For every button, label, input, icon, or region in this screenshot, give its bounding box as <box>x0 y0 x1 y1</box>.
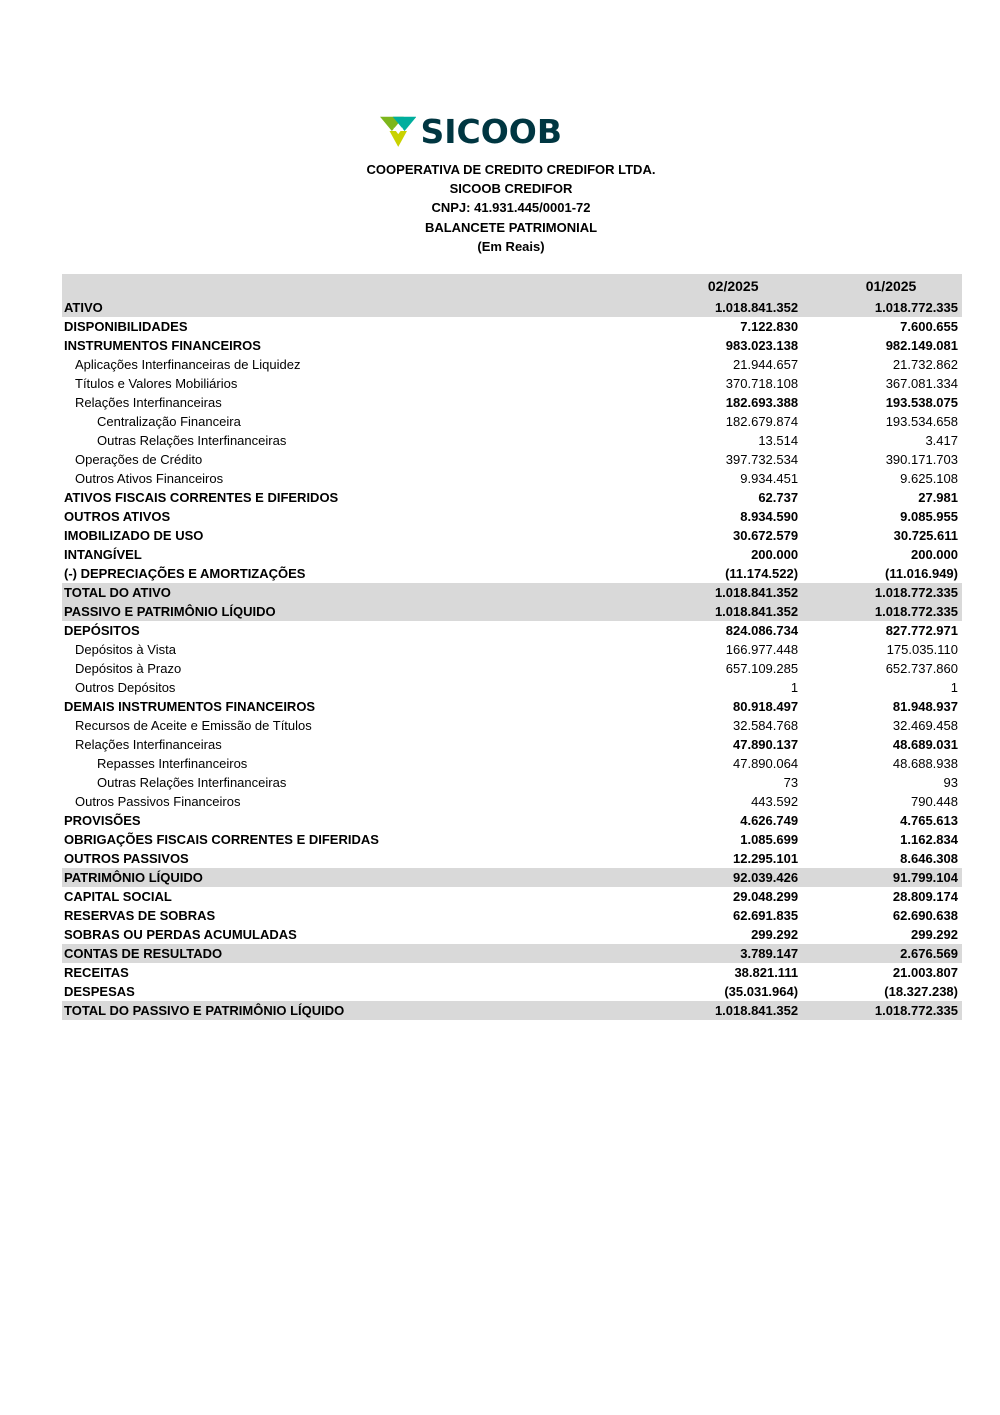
sicoob-triangle-icon <box>380 111 416 151</box>
balance-sheet-table <box>62 274 962 1020</box>
row-label: OUTROS ATIVOS <box>64 509 171 524</box>
row-label: TOTAL DO ATIVO <box>62 583 616 602</box>
table-row <box>62 450 962 469</box>
row-value-period-1: 1 <box>790 680 799 695</box>
row-value-period-2: 367.081.334 <box>885 376 958 391</box>
row-value-period-1: 397.732.534 <box>725 452 799 467</box>
row-label: PATRIMÔNIO LÍQUIDO <box>62 868 616 887</box>
logo-text: SICOOB <box>420 111 562 151</box>
row-value-period-2: 9.085.955 <box>900 509 958 524</box>
row-label: SOBRAS OU PERDAS ACUMULADAS <box>64 927 297 942</box>
sicoob-logo <box>380 110 562 152</box>
row-label: INTANGÍVEL <box>64 547 142 562</box>
table-row <box>62 830 962 849</box>
row-value-period-1: 47.890.137 <box>733 737 799 752</box>
row-value-period-1: 983.023.138 <box>725 338 799 353</box>
column-header-label <box>62 274 616 298</box>
row-label: CONTAS DE RESULTADO <box>62 944 616 963</box>
row-label: OUTROS PASSIVOS <box>64 851 189 866</box>
row-value-period-1: 1.018.841.352 <box>616 1001 800 1020</box>
row-value-period-1: 1.018.841.352 <box>616 298 800 317</box>
row-value-period-1: 30.672.579 <box>733 528 799 543</box>
row-label: DESPESAS <box>64 984 135 999</box>
brand-name: SICOOB CREDIFOR <box>449 181 573 197</box>
row-label: DEPÓSITOS <box>64 623 140 638</box>
row-value-period-1: 657.109.285 <box>725 661 799 676</box>
unit-note: (Em Reais) <box>477 238 545 254</box>
table-row <box>62 564 962 583</box>
row-value-period-2: 32.469.458 <box>892 718 958 733</box>
row-value-period-1: 1.018.841.352 <box>616 583 800 602</box>
row-value-period-1: 92.039.426 <box>616 868 800 887</box>
row-value-period-1: (11.174.522) <box>725 566 799 581</box>
row-value-period-1: 7.122.830 <box>740 319 799 334</box>
table-row <box>62 792 962 811</box>
row-value-period-2: 1.018.772.335 <box>800 1001 962 1020</box>
row-value-period-2: 790.448 <box>911 794 958 809</box>
row-value-period-1: 9.934.451 <box>740 471 799 486</box>
row-value-period-1: 299.292 <box>751 927 799 942</box>
row-value-period-1: 47.890.064 <box>733 756 799 771</box>
row-value-period-1: 200.000 <box>751 547 799 562</box>
row-label: Depósitos à Vista <box>75 642 176 657</box>
table-row <box>62 526 962 545</box>
row-value-period-2: 1 <box>950 680 958 695</box>
row-value-period-1: 1.018.841.352 <box>616 602 800 621</box>
table-row <box>62 317 962 336</box>
row-label: Relações Interfinanceiras <box>75 737 222 752</box>
row-value-period-2: 390.171.703 <box>885 452 958 467</box>
row-value-period-2: (11.016.949) <box>884 566 958 581</box>
row-value-period-2: 62.690.638 <box>892 908 958 923</box>
row-value-period-1: 824.086.734 <box>725 623 799 638</box>
row-label: Operações de Crédito <box>75 452 203 467</box>
row-value-period-1: 62.691.835 <box>733 908 799 923</box>
table-row <box>62 469 962 488</box>
table-row <box>62 393 962 412</box>
row-value-period-1: 80.918.497 <box>733 699 799 714</box>
row-label: RECEITAS <box>64 965 129 980</box>
table-row <box>62 982 962 1001</box>
row-label: Repasses Interfinanceiros <box>97 756 248 771</box>
row-label: Recursos de Aceite e Emissão de Títulos <box>75 718 312 733</box>
row-value-period-2: 9.625.108 <box>900 471 958 486</box>
row-label: Relações Interfinanceiras <box>75 395 222 410</box>
row-value-period-1: 21.944.657 <box>733 357 799 372</box>
row-value-period-2: 299.292 <box>911 927 958 942</box>
row-label: IMOBILIZADO DE USO <box>64 528 204 543</box>
row-value-period-1: 370.718.108 <box>725 376 799 391</box>
row-value-period-2: 652.737.860 <box>885 661 958 676</box>
table-row <box>62 583 962 602</box>
row-value-period-2: 1.018.772.335 <box>800 583 962 602</box>
row-label: PROVISÕES <box>64 813 141 828</box>
table-row <box>62 716 962 735</box>
row-label: INSTRUMENTOS FINANCEIROS <box>64 338 261 353</box>
report-heading <box>0 160 1000 256</box>
row-label: Títulos e Valores Mobiliários <box>75 376 238 391</box>
row-label: DEMAIS INSTRUMENTOS FINANCEIROS <box>64 699 316 714</box>
row-value-period-1: 13.514 <box>758 433 799 448</box>
table-row <box>62 849 962 868</box>
table-row <box>62 887 962 906</box>
row-value-period-2: 81.948.937 <box>892 699 958 714</box>
table-row <box>62 963 962 982</box>
company-name: COOPERATIVA DE CREDITO CREDIFOR LTDA. <box>366 162 656 177</box>
row-label: Centralização Financeira <box>97 414 241 429</box>
row-label: Outros Ativos Financeiros <box>75 471 224 486</box>
row-value-period-2: 1.018.772.335 <box>800 298 962 317</box>
row-label: TOTAL DO PASSIVO E PATRIMÔNIO LÍQUIDO <box>62 1001 616 1020</box>
table-row <box>62 735 962 754</box>
cnpj: CNPJ: 41.931.445/0001-72 <box>431 200 591 216</box>
row-value-period-2: 4.765.613 <box>900 813 958 828</box>
row-value-period-1: 3.789.147 <box>616 944 800 963</box>
table-row <box>62 1001 962 1020</box>
row-label: Aplicações Interfinanceiras de Liquidez <box>75 357 301 372</box>
row-label: DISPONIBILIDADES <box>64 319 188 334</box>
row-label: ATIVOS FISCAIS CORRENTES E DIFERIDOS <box>64 490 339 505</box>
table-row <box>62 944 962 963</box>
row-value-period-1: 38.821.111 <box>734 965 799 980</box>
row-value-period-1: 73 <box>783 775 799 790</box>
row-value-period-2: 27.981 <box>918 490 958 505</box>
row-value-period-2: 48.689.031 <box>892 737 958 752</box>
table-row <box>62 412 962 431</box>
row-value-period-2: 982.149.081 <box>885 338 958 353</box>
row-value-period-2: 1.162.834 <box>900 832 958 847</box>
row-value-period-2: 1.018.772.335 <box>800 602 962 621</box>
table-row <box>62 640 962 659</box>
row-value-period-2: 30.725.611 <box>893 528 958 543</box>
row-value-period-1: 32.584.768 <box>733 718 799 733</box>
row-label: Outras Relações Interfinanceiras <box>97 775 287 790</box>
column-header-period-1: 02/2025 <box>616 274 800 298</box>
row-value-period-2: 21.732.862 <box>892 357 958 372</box>
table-row <box>62 602 962 621</box>
row-value-period-2: 3.417 <box>925 433 958 448</box>
table-header-row <box>62 274 962 298</box>
table-row <box>62 621 962 640</box>
row-label: Depósitos à Prazo <box>75 661 182 676</box>
row-value-period-1: 4.626.749 <box>740 813 799 828</box>
row-value-period-1: 182.693.388 <box>725 395 799 410</box>
report-title: BALANCETE PATRIMONIAL <box>424 219 598 235</box>
row-value-period-1: 29.048.299 <box>733 889 799 904</box>
column-header-period-2: 01/2025 <box>800 274 962 298</box>
row-label: RESERVAS DE SOBRAS <box>64 908 216 923</box>
row-value-period-2: 28.809.174 <box>892 889 958 904</box>
table-row <box>62 868 962 887</box>
row-value-period-1: 12.295.101 <box>733 851 799 866</box>
row-value-period-2: 48.688.938 <box>892 756 958 771</box>
row-value-period-2: (18.327.238) <box>884 984 958 999</box>
row-value-period-1: 182.679.874 <box>725 414 799 429</box>
row-value-period-1: 62.737 <box>758 490 799 505</box>
table-row <box>62 697 962 716</box>
table-row <box>62 754 962 773</box>
row-value-period-2: 193.534.658 <box>885 414 958 429</box>
table-row <box>62 374 962 393</box>
table-row <box>62 507 962 526</box>
row-label: Outros Passivos Financeiros <box>75 794 241 809</box>
table-row <box>62 925 962 944</box>
row-value-period-2: 8.646.308 <box>900 851 958 866</box>
row-value-period-1: (35.031.964) <box>724 984 799 999</box>
row-value-period-1: 443.592 <box>751 794 799 809</box>
table-row <box>62 545 962 564</box>
row-value-period-1: 8.934.590 <box>740 509 799 524</box>
row-label: Outros Depósitos <box>75 680 176 695</box>
row-value-period-2: 93 <box>943 775 958 790</box>
table-row <box>62 355 962 374</box>
row-value-period-2: 200.000 <box>911 547 958 562</box>
table-row <box>62 906 962 925</box>
table-row <box>62 678 962 697</box>
table-row <box>62 488 962 507</box>
row-label: CAPITAL SOCIAL <box>64 889 172 904</box>
row-value-period-2: 7.600.655 <box>900 319 958 334</box>
row-label: (-) DEPRECIAÇÕES E AMORTIZAÇÕES <box>64 566 306 581</box>
row-value-period-2: 193.538.075 <box>885 395 958 410</box>
row-value-period-2: 175.035.110 <box>886 642 958 657</box>
table-row <box>62 431 962 450</box>
row-label: PASSIVO E PATRIMÔNIO LÍQUIDO <box>62 602 616 621</box>
table-row <box>62 811 962 830</box>
table-row <box>62 659 962 678</box>
table-row <box>62 773 962 792</box>
row-value-period-2: 21.003.807 <box>892 965 958 980</box>
table-row <box>62 336 962 355</box>
row-label: ATIVO <box>62 298 616 317</box>
row-value-period-1: 166.977.448 <box>725 642 799 657</box>
row-value-period-2: 2.676.569 <box>800 944 962 963</box>
row-value-period-1: 1.085.699 <box>740 832 799 847</box>
table-row <box>62 298 962 317</box>
row-label: OBRIGAÇÕES FISCAIS CORRENTES E DIFERIDAS <box>64 832 379 847</box>
row-value-period-2: 91.799.104 <box>800 868 962 887</box>
row-value-period-2: 827.772.971 <box>885 623 958 638</box>
row-label: Outras Relações Interfinanceiras <box>97 433 287 448</box>
